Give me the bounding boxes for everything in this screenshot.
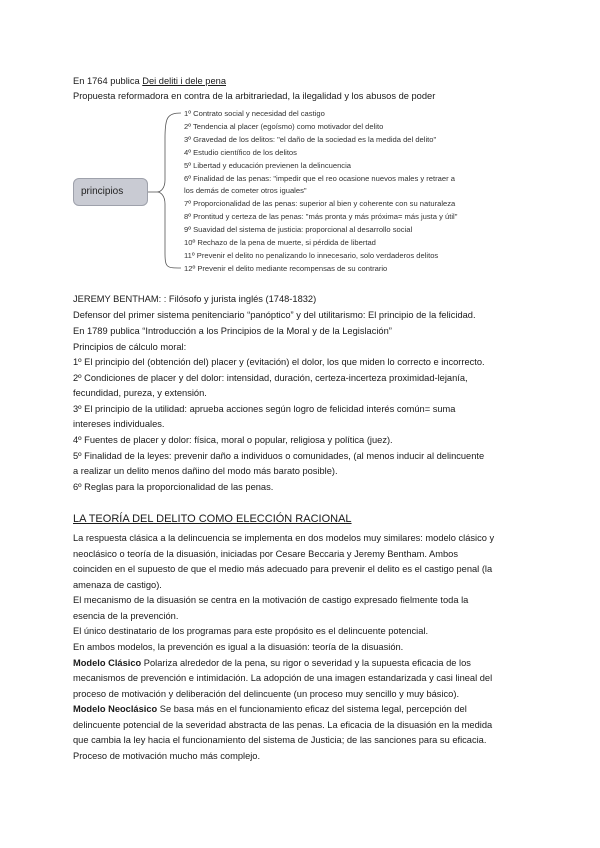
principles-diagram <box>73 108 533 276</box>
paragraph-line: Proceso de motivación mucho más complejo. <box>73 751 261 761</box>
intro-prefix: En 1764 publica <box>73 76 143 86</box>
bentham-line: 5º Finalidad de la leyes: prevenir daño a individuos o comunidades, (al menos inducir al delincuente <box>73 451 485 461</box>
bentham-line: Principios de cálculo moral: <box>73 342 187 352</box>
intro-line-1 <box>73 75 226 87</box>
paragraph-line: mecanismos de prevención e intimidación. La adopción de una imagen estandarizada y casi lineal del <box>73 673 493 683</box>
principle-item: 5º Libertad y educación previenen la delincuencia <box>184 160 351 170</box>
section-heading: LA TEORÍA DEL DELITO COMO ELECCIÓN RACIONAL <box>73 513 352 525</box>
book-title: Dei deliti i dele pena <box>142 76 226 86</box>
intro-line-2: Propuesta reformadora en contra de la arbitrariedad, la ilegalidad y los abusos de poder <box>73 91 436 101</box>
principle-item: 10º Rechazo de la pena de muerte, si pérdida de libertad <box>184 238 376 248</box>
paragraph-line: delincuente potencial de la severidad abstracta de las penas. La eficacia de la disuasión en la medida <box>73 720 493 730</box>
principles-list <box>184 108 457 276</box>
bentham-line: 2º Condiciones de placer y del dolor: intensidad, duración, certeza-incerteza proximidad-lejanía, <box>73 373 468 383</box>
paragraph-text: Polariza alrededor de la pena, su rigor o severidad y la supuesta eficacia de los <box>141 658 471 668</box>
paragraph-text: Se basa más en el funcionamiento eficaz del sistema legal, percepción del <box>157 704 467 714</box>
paragraph-line: El mecanismo de la disuasión se centra en la motivación de castigo expresado fielmente toda la <box>73 595 469 605</box>
principle-item: 3º Gravedad de los delitos: "el daño de la sociedad es la medida del delito" <box>184 134 437 144</box>
bentham-line: Defensor del primer sistema penitenciario “panóptico” y del utilitarismo: El principio de la felicidad. <box>73 310 476 320</box>
paragraph-line: coinciden en el supuesto de que el medio más adecuado para prevenir el delito es el castigo penal (la <box>73 564 493 574</box>
principle-item: los demás de cometer otros iguales" <box>184 186 307 196</box>
bentham-line: 1º El principio del (obtención del) placer y (evitación) el dolor, los que miden lo correcto e incorrecto. <box>73 357 485 367</box>
paragraph-line: esencia de la prevención. <box>73 611 179 621</box>
principle-item: 6º Finalidad de las penas: "impedir que el reo ocasione nuevos males y retraer a <box>184 173 455 183</box>
paragraph-line: amenaza de castigo). <box>73 580 162 590</box>
principle-item: 7º Proporcionalidad de las penas: superior al bien y coherente con su naturaleza <box>184 199 456 209</box>
principios-box: principios <box>73 178 148 206</box>
paragraph-line: proceso de motivación y deliberación del delincuente (un proceso muy sencillo y muy básico). <box>73 689 460 699</box>
principle-item: 9º Suavidad del sistema de justicia: proporcional al desarrollo social <box>184 225 413 235</box>
principle-item: 8º Prontitud y certeza de las penas: "más pronta y más próxima= más justa y útil" <box>184 212 458 222</box>
principle-item: 1º Contrato social y necesidad del castigo <box>184 109 325 118</box>
paragraph-line: El único destinatario de los programas para este propósito es el delincuente potencial. <box>73 626 429 636</box>
bentham-line: JEREMY BENTHAM: : Filósofo y jurista inglés (1748-1832) <box>73 294 317 304</box>
modelo-neoclasico-line <box>73 703 467 715</box>
bentham-line: intereses individuales. <box>73 419 165 429</box>
principle-item: 4º Estudio científico de los delitos <box>184 147 297 157</box>
principle-item: 12º Prevenir el delito mediante recompensas de su contrario <box>184 263 388 273</box>
paragraph-line: que cambia la ley hacia el funcionamiento del sistema de Justicia; de las sanciones para su eficacia. <box>73 735 487 745</box>
bentham-line: En 1789 publica “Introducción a los Principios de la Moral y de la Legislación” <box>73 326 392 336</box>
modelo-clasico-line <box>73 657 471 669</box>
bentham-line: 6º Reglas para la proporcionalidad de las penas. <box>73 482 274 492</box>
bentham-line: fecundidad, pureza, y extensión. <box>73 388 207 398</box>
bentham-line: a realizar un delito menos dañino del modo más barato posible). <box>73 466 338 476</box>
principle-item: 11º Prevenir el delito no penalizando lo innecesario, solo verdaderos delitos <box>184 250 439 260</box>
paragraph-line: La respuesta clásica a la delincuencia se implementa en dos modelos muy similares: modelo clásico y <box>73 533 495 543</box>
paragraph-line: neoclásico o teoría de la disuasión, iniciadas por Cesare Beccaria y Jeremy Bentham. Ambos <box>73 549 458 559</box>
modelo-neoclasico-label: Modelo Neoclásico <box>73 704 158 714</box>
modelo-clasico-label: Modelo Clásico <box>73 658 142 668</box>
bentham-line: 3º El principio de la utilidad: aprueba acciones según logro de felicidad interés común= suma <box>73 404 456 414</box>
principle-item: 2º Tendencia al placer (egoísmo) como motivador del delito <box>184 121 384 131</box>
bentham-line: 4º Fuentes de placer y dolor: física, moral o popular, religiosa y política (juez). <box>73 435 393 445</box>
paragraph-line: En ambos modelos, la prevención es igual a la disuasión: teoría de la disuasión. <box>73 642 404 652</box>
